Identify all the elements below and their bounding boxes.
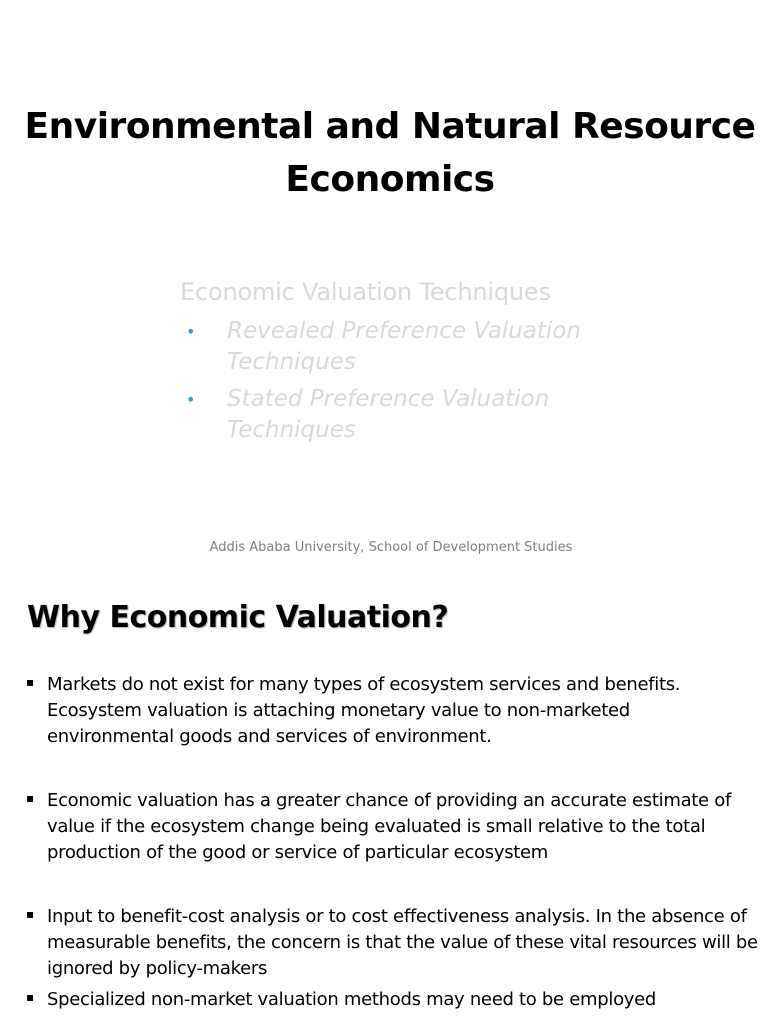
bullet-item [26, 788, 758, 866]
slide-title-line-1: Environmental and Natural Resource [24, 106, 756, 147]
square-bullet-icon: ▪ [26, 675, 34, 689]
slide-title-line-2: Economics [285, 159, 495, 200]
subtitle-list-item-text: Stated Preference Valuation Techniques [227, 386, 550, 443]
subtitle-list-item [186, 316, 656, 378]
subtitle-heading: Economic Valuation Techniques [180, 278, 551, 306]
bullet-item [26, 672, 758, 750]
slide-title [20, 100, 760, 206]
subtitle-list [186, 316, 656, 452]
square-bullet-icon: ▪ [26, 791, 34, 805]
square-bullet-icon: ▪ [26, 990, 34, 1004]
bullet-item-text: Specialized non-market valuation methods may need to be employed [47, 989, 657, 1010]
slide-footer: Addis Ababa University, School of Development Studies [209, 540, 573, 555]
bullet-item-text: Economic valuation has a greater chance of providing an accurate estimate of value if the ecosystem change being evaluated is small relative to the total production of the good or service of particular ecosystem [47, 790, 731, 863]
bullet-list [26, 672, 758, 1013]
bullet-item-text: Input to benefit-cost analysis or to cost effectiveness analysis. In the absence of measurable benefits, the concern is that the value of these vital resources will be ignored by policy-makers [47, 906, 758, 979]
bullet-item-text: Markets do not exist for many types of ecosystem services and benefits. Ecosystem valuation is attaching monetary value to non-marketed environmental goods and services of environment. [47, 674, 681, 747]
subtitle-list-item-text: Revealed Preference Valuation Techniques [227, 318, 581, 375]
bullet-dot-icon: • [186, 322, 196, 341]
subtitle-list-item [186, 384, 656, 446]
bullet-item [26, 987, 758, 1013]
bullet-item [26, 904, 758, 982]
section-title: Why Economic Valuation? [27, 600, 449, 635]
bullet-dot-icon: • [186, 390, 196, 409]
square-bullet-icon: ▪ [26, 907, 34, 921]
